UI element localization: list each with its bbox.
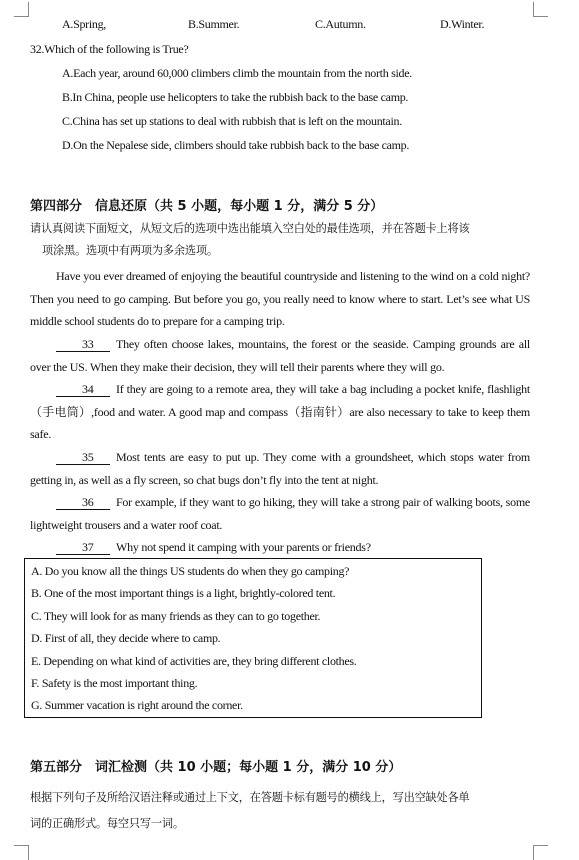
crop-mark-top-left <box>14 2 29 17</box>
q31-option-c: C.Autumn. <box>315 17 366 31</box>
paragraph-36-text: For example, if they want to go hiking, they will take a strong pair of walking boots, some lightweight trousers and a water roof coat. <box>30 495 530 532</box>
passage-paragraph-37 <box>30 536 530 559</box>
q31-option-b: B.Summer. <box>188 17 240 31</box>
blank-33: 33 <box>56 338 110 352</box>
choice-d: D. First of all, they decide where to camp. <box>31 631 221 645</box>
q32-option-c: C.China has set up stations to deal with rubbish that is left on the mountain. <box>62 114 402 128</box>
paragraph-37-text: Why not spend it camping with your parents or friends? <box>116 540 371 554</box>
passage-intro: Have you ever dreamed of enjoying the beautiful countryside and listening to the wind on a cold night? Then you need to go camping. But before you go, you really need to know where to start. Let’s see what US middle school students do to prepare for a camping trip. <box>30 269 530 329</box>
blank-35: 35 <box>56 451 110 465</box>
blank-36: 36 <box>56 496 110 510</box>
q32-option-b: B.In China, people use helicopters to take the rubbish back to the base camp. <box>62 90 409 104</box>
q31-options <box>62 16 532 32</box>
q31-option-d: D.Winter. <box>440 17 485 31</box>
part4-instruction-line1: 请认真阅读下面短文，从短文后的选项中选出能填入空白处的最佳选项，并在答题卡上将该 <box>30 222 470 235</box>
passage-paragraph-35 <box>30 446 530 491</box>
q32-option-a: A.Each year, around 60,000 climbers climb the mountain from the north side. <box>62 66 412 80</box>
choice-f: F. Safety is the most important thing. <box>31 676 198 690</box>
q32-stem: 32.Which of the following is True? <box>30 42 189 56</box>
q32-option-d: D.On the Nepalese side, climbers should take rubbish back to the base camp. <box>62 138 410 152</box>
paragraph-33-text: They often choose lakes, mountains, the forest or the seaside. Camping grounds are all over the US. When they make their decision, they will tell their parents where they will go. <box>30 337 530 374</box>
part4-instruction <box>30 218 530 262</box>
choice-b: B. One of the most important things is a light, brightly-colored tent. <box>31 586 336 600</box>
blank-34: 34 <box>56 383 110 397</box>
part5-instruction <box>30 785 530 837</box>
choice-g: G. Summer vacation is right around the corner. <box>31 698 243 712</box>
passage-paragraph-36 <box>30 491 530 536</box>
crop-mark-top-right <box>533 2 548 17</box>
part4-instruction-line2: 项涂黑。选项中有两项为多余选项。 <box>42 244 218 257</box>
paragraph-35-text: Most tents are easy to put up. They come with a groundsheet, which stops water from getting in, as well as a fly screen, so chat bugs don’t fly into the tent at night. <box>30 450 530 487</box>
passage-paragraph-33 <box>30 333 530 378</box>
crop-mark-bottom-left <box>14 845 29 860</box>
part5-heading: 第五部分 词汇检测（共 10 小题；每小题 1 分，满分 10 分） <box>30 760 402 775</box>
choice-c: C. They will look for as many friends as they can to go together. <box>31 609 321 623</box>
part5-instruction-line1: 根据下列句子及所给汉语注释或通过上下文，在答题卡标有题号的横线上，写出空缺处各单 <box>30 791 470 804</box>
q31-option-a: A.Spring, <box>62 17 106 31</box>
part4-heading: 第四部分 信息还原（共 5 小题，每小题 1 分，满分 5 分） <box>30 199 384 214</box>
part5-instruction-line2: 词的正确形式。每空只写一词。 <box>30 817 184 830</box>
paragraph-34-text: If they are going to a remote area, they will take a bag including a pocket knife, flashlight（手电筒）,food and water. A good map and compass（指南针）are also necessary to take to keep them safe. <box>30 382 530 442</box>
choice-e: E. Depending on what kind of activities are, they bring different clothes. <box>31 654 357 668</box>
passage-paragraph-34 <box>30 378 530 446</box>
choice-a: A. Do you know all the things US students do when they go camping? <box>31 564 350 578</box>
choices-box <box>24 558 482 718</box>
crop-mark-bottom-right <box>533 845 548 860</box>
blank-37: 37 <box>56 541 110 555</box>
